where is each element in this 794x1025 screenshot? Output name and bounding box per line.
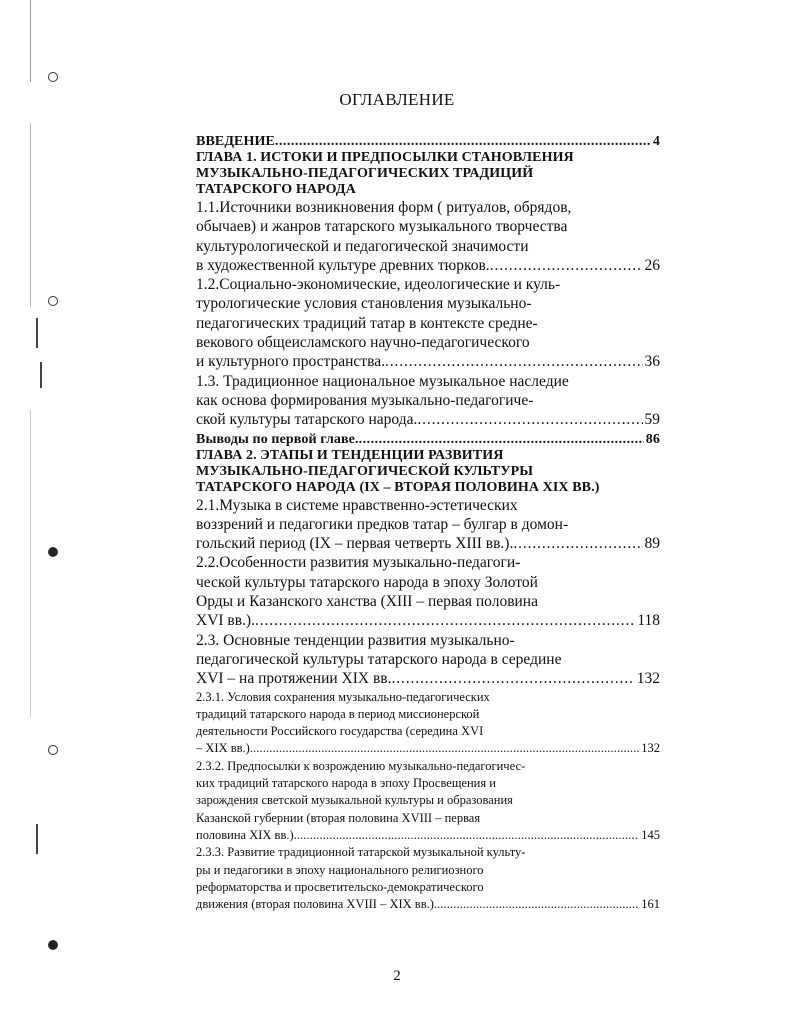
entry-page: 161 <box>641 897 660 912</box>
entry-line: 2.3. Основные тенденции развития музыкально- <box>196 631 515 649</box>
entry-line: турологические условия становления музыкально- <box>196 295 532 313</box>
toc-entry-2-3-3[interactable] <box>196 844 660 913</box>
scan-mark-2 <box>40 362 42 388</box>
entry-page: 4 <box>652 134 660 149</box>
entry-line: половина XIX вв.). <box>196 827 297 842</box>
entry-line: – XIX вв.). <box>196 741 253 756</box>
dot-leader <box>437 896 639 913</box>
entry-page: 132 <box>641 741 660 756</box>
chapter-heading-line: МУЗЫКАЛЬНО-ПЕДАГОГИЧЕСКИХ ТРАДИЦИЙ <box>196 166 534 181</box>
dot-leader <box>275 134 651 150</box>
chapter-heading-line: МУЗЫКАЛЬНО-ПЕДАГОГИЧЕСКОЙ КУЛЬТУРЫ <box>196 463 534 479</box>
entry-line: Казанской губернии (вторая половина XVIII – первая <box>196 810 481 825</box>
dot-leader <box>253 740 639 757</box>
entry-line: педагогической культуры татарского народа в середине <box>196 650 562 668</box>
entry-page: 89 <box>644 535 660 553</box>
dot-leader <box>391 669 634 688</box>
entry-label: ВВЕДЕНИЕ <box>196 134 275 149</box>
toc-entry-2-1[interactable] <box>196 496 660 554</box>
entry-label: Выводы по первой главе. <box>196 431 359 447</box>
entry-line: 2.3.3. Развитие традиционной татарской музыкальной культу- <box>196 845 526 860</box>
chapter-heading-line: ТАТАРСКОГО НАРОДА <box>196 182 356 197</box>
entry-line: 1.2.Социально-экономические, идеологические и куль- <box>196 276 561 294</box>
entry-line: 2.3.2. Предпосылки к возрождению музыкально-педагогичес- <box>196 758 526 773</box>
entry-line: 2.3.1. Условия сохранения музыкально-педагогических <box>196 689 490 704</box>
dot-leader <box>513 534 642 553</box>
toc-entry-1-1[interactable] <box>196 198 660 275</box>
toc-entry-2-3-2[interactable] <box>196 758 660 844</box>
toc-entry-2-3-1[interactable] <box>196 689 660 758</box>
page-title: ОГЛАВЛЕНИЕ <box>339 90 455 109</box>
entry-page: 145 <box>641 827 660 842</box>
chapter-heading-line: ТАТАРСКОГО НАРОДА (IX – ВТОРАЯ ПОЛОВИНА XIX ВВ.) <box>196 479 600 495</box>
entry-line: как основа формирования музыкально-педагогиче- <box>196 391 534 409</box>
entry-line: Орды и Казанского ханства (XIII – первая половина <box>196 593 538 611</box>
entry-line: движения (вторая половина XVIII – XIX вв.). <box>196 897 438 912</box>
chapter-heading-line: ГЛАВА 2. ЭТАПЫ И ТЕНДЕНЦИИ РАЗВИТИЯ <box>196 447 504 463</box>
entry-line: культурологической и педагогической значимости <box>196 237 529 255</box>
toc-entry-2-2[interactable] <box>196 553 660 630</box>
entry-page: 59 <box>644 411 660 429</box>
toc-entry-1-2[interactable] <box>196 275 660 371</box>
scan-left-edge <box>30 0 31 1025</box>
dot-leader <box>490 256 643 275</box>
scan-mark-1 <box>36 318 38 348</box>
entry-page: 118 <box>637 612 660 630</box>
entry-line: 2.2.Особенности развития музыкально-педагоги- <box>196 554 521 572</box>
entry-line: традиций татарского народа в период миссионерской <box>196 706 480 721</box>
entry-line: XVI вв.). <box>196 612 255 630</box>
entry-line: деятельности Российского государства (середина XVI <box>196 724 484 739</box>
scan-mark-3 <box>36 824 38 854</box>
entry-page: 132 <box>636 670 660 688</box>
toc-chapter-2[interactable] <box>196 448 660 496</box>
dot-leader <box>385 352 643 371</box>
entry-line: гольский период (IX – первая четверть XIII вв.). <box>196 535 514 553</box>
dot-leader <box>255 611 635 630</box>
binder-hole-1 <box>48 72 58 82</box>
entry-line: 1.3. Традиционное национальное музыкальное наследие <box>196 372 569 390</box>
page-number: 2 <box>393 968 401 984</box>
entry-line: ры и педагогики в эпоху национального религиозного <box>196 862 484 877</box>
binder-hole-2 <box>48 296 58 306</box>
toc-entry-1-3[interactable] <box>196 372 660 430</box>
binder-hole-5 <box>48 940 58 950</box>
dot-leader <box>297 827 639 844</box>
entry-line: обычаев) и жанров татарского музыкального творчества <box>196 218 568 236</box>
toc-entry-conclusions-1[interactable] <box>196 432 660 448</box>
entry-line: ской культуры татарского народа. <box>196 411 418 429</box>
binder-hole-3 <box>48 547 58 557</box>
entry-line: 2.1.Музыка в системе нравственно-эстетических <box>196 496 518 514</box>
table-of-contents <box>196 134 660 913</box>
toc-entry-2-3[interactable] <box>196 631 660 689</box>
entry-line: векового общеисламского научно-педагогического <box>196 334 530 352</box>
entry-line: зарождения светской музыкальной культуры и образования <box>196 793 513 808</box>
binder-hole-4 <box>48 745 58 755</box>
entry-line: в художественной культуре древних тюрков. <box>196 256 490 274</box>
entry-line: XVI – на протяжении XIX вв. <box>196 670 392 688</box>
dot-leader <box>417 410 642 429</box>
entry-line: и культурного пространства. <box>196 353 385 371</box>
chapter-heading-line: ГЛАВА 1. ИСТОКИ И ПРЕДПОСЫЛКИ СТАНОВЛЕНИЯ <box>196 150 574 165</box>
entry-line: педагогических традиций татар в контексте средне- <box>196 314 538 332</box>
entry-line: ческой культуры татарского народа в эпоху Золотой <box>196 573 538 591</box>
entry-line: реформаторства и просветительско-демократического <box>196 879 484 894</box>
entry-page: 36 <box>644 353 660 371</box>
entry-page: 26 <box>644 256 660 274</box>
entry-line: 1.1.Источники возникновения форм ( ритуалов, обрядов, <box>196 199 572 216</box>
entry-page: 86 <box>645 431 660 447</box>
toc-chapter-1[interactable] <box>196 150 660 198</box>
entry-line: воззрений и педагогики предков татар – булгар в домон- <box>196 515 569 533</box>
entry-line: ких традиций татарского народа в эпоху Просвещения и <box>196 776 496 791</box>
toc-entry-intro[interactable] <box>196 134 660 150</box>
dot-leader <box>359 432 644 448</box>
